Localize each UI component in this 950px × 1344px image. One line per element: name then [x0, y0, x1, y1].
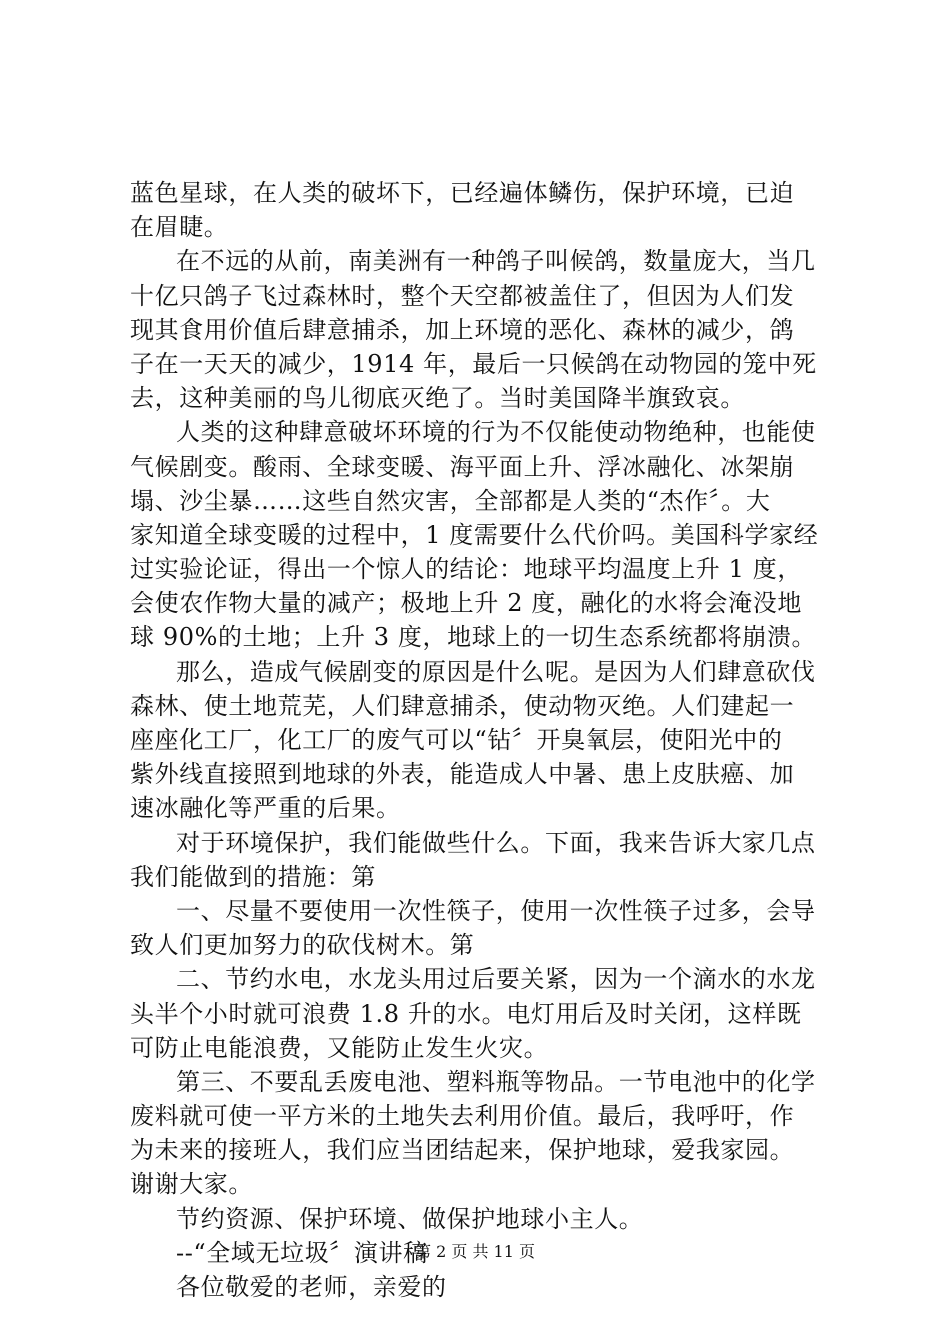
text-line: 在不远的从前，南美洲有一种鸽子叫候鸽，数量庞大，当几 — [176, 247, 816, 276]
text-line: 过实验论证，得出一个惊人的结论：地球平均温度上升 1 度， — [130, 555, 802, 584]
text-line: 节约资源、保护环境、做保护地球小主人。 — [176, 1204, 644, 1233]
text-line: 气候剧变。酸雨、全球变暖、海平面上升、浮冰融化、冰架崩 — [130, 452, 795, 481]
text-line: 对于环境保护，我们能做些什么。下面，我来告诉大家几点 — [176, 828, 816, 857]
text-line: 谢谢大家。 — [130, 1170, 253, 1199]
text-line: 一、尽量不要使用一次性筷子，使用一次性筷子过多，会导 — [176, 896, 816, 925]
text-line: 我们能做到的措施：第 — [130, 862, 376, 891]
text-line: 第三、不要乱丢废电池、塑料瓶等物品。一节电池中的化学 — [176, 1067, 816, 1096]
text-line: 人类的这种肆意破坏环境的行为不仅能使动物绝种，也能使 — [176, 418, 816, 447]
text-line: --“全域无垃圾〞演讲稿 — [176, 1238, 428, 1267]
body-text — [130, 176, 835, 1304]
text-line: 会使农作物大量的减产；极地上升 2 度，融化的水将会淹没地 — [130, 589, 802, 618]
text-line: 森林、使土地荒芜，人们肆意捕杀，使动物灭绝。人们建起一 — [130, 691, 795, 720]
text-line: 蓝色星球，在人类的破坏下，已经遍体鳞伤，保护环境，已迫 — [130, 179, 795, 207]
text-line: 二、节约水电，水龙头用过后要关紧，因为一个滴水的水龙 — [176, 965, 816, 994]
text-line: 现其食用价值后肆意捕杀，加上环境的恶化、森林的减少，鸽 — [130, 315, 795, 344]
text-line: 家知道全球变暖的过程中，1 度需要什么代价吗。美国科学家经 — [130, 520, 819, 549]
page-number: 第 2 页 共 11 页 — [415, 1242, 535, 1261]
text-line: 那么，造成气候剧变的原因是什么呢。是因为人们肆意砍伐 — [176, 657, 816, 686]
text-line: 头半个小时就可浪费 1.8 升的水。电灯用后及时关闭，这样既 — [130, 999, 802, 1028]
text-line: 座座化工厂，化工厂的废气可以“钻〞开臭氧层，使阳光中的 — [130, 726, 783, 754]
text-line: 去，这种美丽的鸟儿彻底灭绝了。当时美国降半旗致哀。 — [130, 384, 745, 413]
text-line: 紫外线直接照到地球的外表，能造成人中暑、患上皮肤癌、加 — [130, 760, 795, 789]
text-line: 在眉睫。 — [130, 213, 229, 242]
text-line: 致人们更加努力的砍伐树木。第 — [130, 931, 475, 960]
text-line: 速冰融化等严重的后果。 — [130, 794, 401, 823]
text-line: 十亿只鸽子飞过森林时，整个天空都被盖住了，但因为人们发 — [130, 281, 795, 310]
text-line: 可防止电能浪费，又能防止发生火灾。 — [130, 1033, 549, 1062]
text-line: 球 90%的土地；上升 3 度，地球上的一切生态系统都将崩溃。 — [130, 623, 817, 652]
text-line: 子在一天天的减少，1914 年，最后一只候鸽在动物园的笼中死 — [130, 349, 817, 378]
text-line: 废料就可使一平方米的土地失去利用价值。最后，我呼吁，作 — [130, 1102, 795, 1131]
text-line: 为未来的接班人，我们应当团结起来，保护地球，爱我家园。 — [130, 1136, 795, 1165]
text-line: 各位敬爱的老师，亲爱的 — [176, 1273, 447, 1301]
text-line: 塌、沙尘暴……这些自然灾害，全部都是人类的“杰作〞。大 — [130, 486, 771, 515]
